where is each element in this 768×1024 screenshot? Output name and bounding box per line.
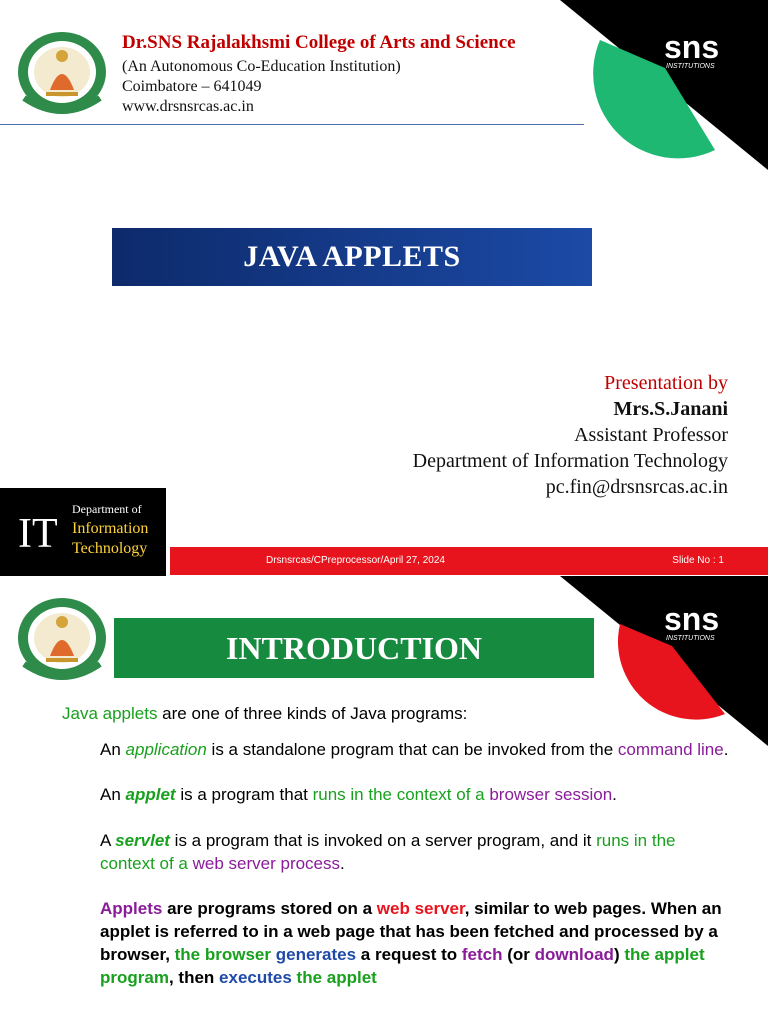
text-span: An: [100, 785, 126, 804]
dept-badge-line2: Information: [72, 520, 149, 537]
presenter-block: [413, 370, 728, 500]
term-web-server: web server: [376, 899, 465, 918]
sns-logo-text-2: sns: [664, 601, 720, 637]
sns-logo-sub: INSTITUTIONS: [666, 63, 715, 70]
term-fetch: fetch: [461, 945, 503, 964]
text-span: .: [340, 854, 345, 873]
term-applets: Applets: [100, 899, 163, 918]
text-span: is a program that: [175, 785, 313, 804]
term-command-line: command line: [617, 740, 724, 759]
term-executes: executes: [219, 968, 292, 987]
dept-badge-line3: Technology: [72, 540, 148, 557]
text-span: A: [100, 831, 116, 850]
introduction-slide: [0, 576, 768, 1024]
presenter-department: Department of Information Technology: [412, 450, 728, 472]
text-span: ): [613, 945, 625, 964]
footer-text: Drsnsrcas/CPreprocessor/April 27, 2024: [266, 555, 445, 566]
term-the-browser: the browser: [174, 945, 271, 964]
term-generates: generates: [275, 945, 357, 964]
application-paragraph: [100, 738, 732, 761]
term-download: download: [534, 945, 614, 964]
servlet-paragraph: [100, 829, 732, 875]
sns-logo-sub-2: INSTITUTIONS: [666, 635, 715, 642]
text-span: is a standalone program that can be invoked from the: [206, 740, 618, 759]
text-span: , then: [168, 968, 220, 987]
text-span: (or: [502, 945, 535, 964]
presenter-email: pc.fin@drsnsrcas.ac.in: [545, 476, 728, 498]
text-span: is a program that is invoked on a server program, and it: [169, 831, 597, 850]
term-applet-program: the applet program: [100, 945, 705, 987]
college-city: Coimbatore – 641049: [122, 78, 262, 95]
text-span: An: [100, 740, 126, 759]
text-span: are programs stored on a: [162, 899, 377, 918]
term-the-applet: the applet: [291, 968, 377, 987]
text-span: .: [612, 785, 617, 804]
text-span: a request to: [356, 945, 462, 964]
presenter-role: Assistant Professor: [574, 424, 728, 446]
college-name: Dr.SNS Rajalakhsmi College of Arts and Science: [122, 32, 516, 53]
college-seal-logo-2: [14, 594, 110, 682]
text-span: , similar to web pages. When an applet is referred to in a web page that has been fetched and processed by a browser,: [100, 899, 722, 964]
dept-badge-name: [72, 519, 148, 559]
applets-paragraph: [100, 897, 732, 989]
term-servlet: servlet: [115, 831, 170, 850]
presenter-name: Mrs.S.Janani: [613, 398, 728, 420]
college-website: www.drsnsrcas.ac.in: [122, 98, 254, 115]
dept-badge-line1: Department of: [72, 502, 142, 516]
slide-number: Slide No : 1: [672, 555, 724, 566]
term-browser-session: browser session: [489, 785, 613, 804]
term-applet: applet: [125, 785, 176, 804]
sns-corner-graphic: [560, 0, 768, 170]
term-runs-context-2: runs in the context of a: [100, 831, 676, 873]
introduction-title: INTRODUCTION: [114, 618, 594, 678]
dept-badge-abbrev: IT: [18, 511, 58, 557]
sns-logo-text: sns: [664, 29, 720, 65]
footer-bar: [170, 547, 768, 575]
text-span: .: [723, 740, 729, 759]
intro-line: [62, 702, 732, 725]
college-seal-logo: [14, 28, 110, 116]
introduction-body: [62, 702, 732, 989]
term-application: application: [125, 740, 207, 759]
header-divider: [0, 124, 584, 125]
term-java-applets: Java applets: [62, 704, 158, 723]
slide-title: JAVA APPLETS: [112, 228, 592, 286]
intro-text: are one of three kinds of Java programs:: [157, 704, 468, 723]
department-badge: [0, 488, 166, 576]
presentation-by: Presentation by: [604, 372, 728, 394]
college-subtitle: (An Autonomous Co-Education Institution): [122, 58, 401, 75]
applet-paragraph: [100, 783, 732, 806]
term-runs-context: runs in the context of a: [312, 785, 490, 804]
term-web-server-process: web server process: [192, 854, 341, 873]
